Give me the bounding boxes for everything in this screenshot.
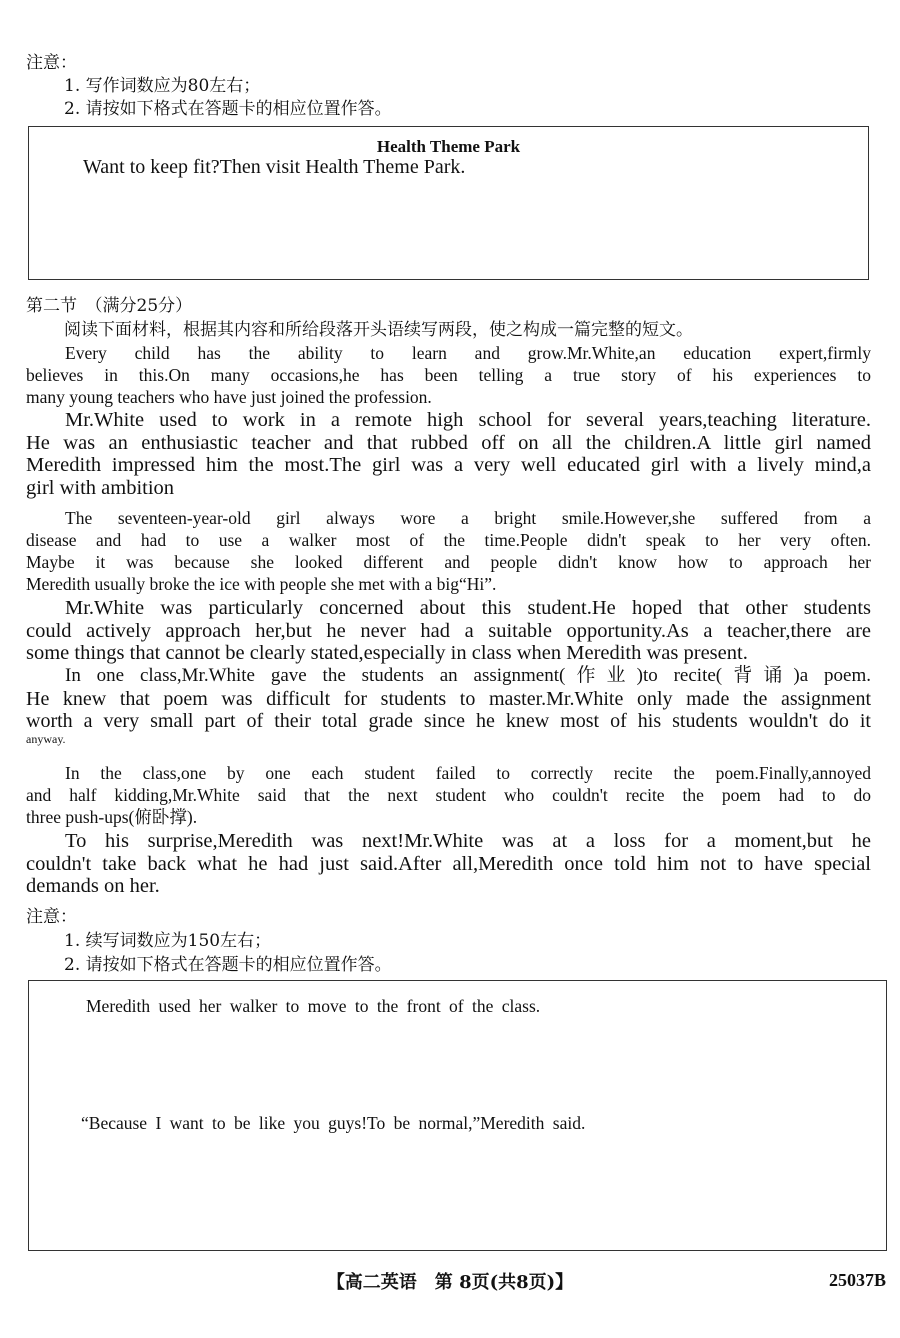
note-item: 2. 请按如下格式在答题卡的相应位置作答。 <box>64 955 392 975</box>
note-label: 注意： <box>26 53 77 73</box>
box-opening-line-2: “Because I want to be like you guys!To be normal,”Meredith said. <box>81 1113 586 1133</box>
box-opening-line: Want to keep fit?Then visit Health Theme Park. <box>83 156 466 178</box>
box-title: Health Theme Park <box>376 137 521 156</box>
passage-paragraph-2: Mr.White used to work in a remote high school for several years,teaching literature. He was an enthusiastic teacher and that rubbed off on all the children.A little girl named Meredith impressed him the most.The girl was a very well educated girl with a lively mind,a girl with ambition <box>26 409 871 499</box>
note-item: 2. 请按如下格式在答题卡的相应位置作答。 <box>64 99 392 119</box>
box-opening-line-1: Meredith used her walker to move to the front of the class. <box>86 996 541 1016</box>
passage-paragraph-6: In the class,one by one each student failed to correctly recite the poem.Finally,annoyed and half kidding,Mr.White said that the next student who couldn't recite the poem had to do three push-ups(俯卧撑). <box>26 763 871 827</box>
continuation-answer-box <box>28 980 887 1251</box>
paper-code: 25037B <box>828 1270 886 1290</box>
passage-paragraph-1: Every child has the ability to learn and grow.Mr.White,an education expert,firmly believes in this.On many occasions,he has been telling a true story of his experiences to many young teachers who have just joined the profession. <box>26 343 871 407</box>
passage-paragraph-7: To his surprise,Meredith was next!Mr.White was at a loss for a moment,but he couldn't take back what he had just said.After all,Meredith once told him not to have special demands on her. <box>26 830 871 897</box>
section-instruction: 阅读下面材料，根据其内容和所给段落开头语续写两段，使之构成一篇完整的短文。 <box>64 320 693 340</box>
page-footer: 【高二英语 第 8页(共8页)】 <box>326 1272 574 1293</box>
passage-paragraph-5: In one class,Mr.White gave the students an assignment(作业)to recite(背诵)a poem. He knew that poem was difficult for students to master.Mr.White only made the assignment worth a very small part of their total grade since he knew most of his students wouldn't do it anyway. <box>26 665 871 746</box>
note-item: 1. 续写词数应为150左右； <box>64 931 272 951</box>
writing-answer-box <box>28 126 869 280</box>
passage-paragraph-4: Mr.White was particularly concerned about this student.He hoped that other students could actively approach her,but he never had a suitable opportunity.As a teacher,there are some things that cannot be clearly stated,especially in class when Meredith was present. <box>26 597 871 664</box>
note-label: 注意： <box>26 907 77 927</box>
passage-paragraph-3: The seventeen-year-old girl always wore a bright smile.However,she suffered from a disease and had to use a walker most of the time.People didn't speak to her very often. Maybe it was because she looked different and people didn't know how to approach her Meredith usually broke the ice with people she met with a big“Hi”. <box>26 508 871 594</box>
note-item: 1. 写作词数应为80左右； <box>64 76 261 96</box>
section-heading: 第二节 （满分25分） <box>26 296 193 316</box>
